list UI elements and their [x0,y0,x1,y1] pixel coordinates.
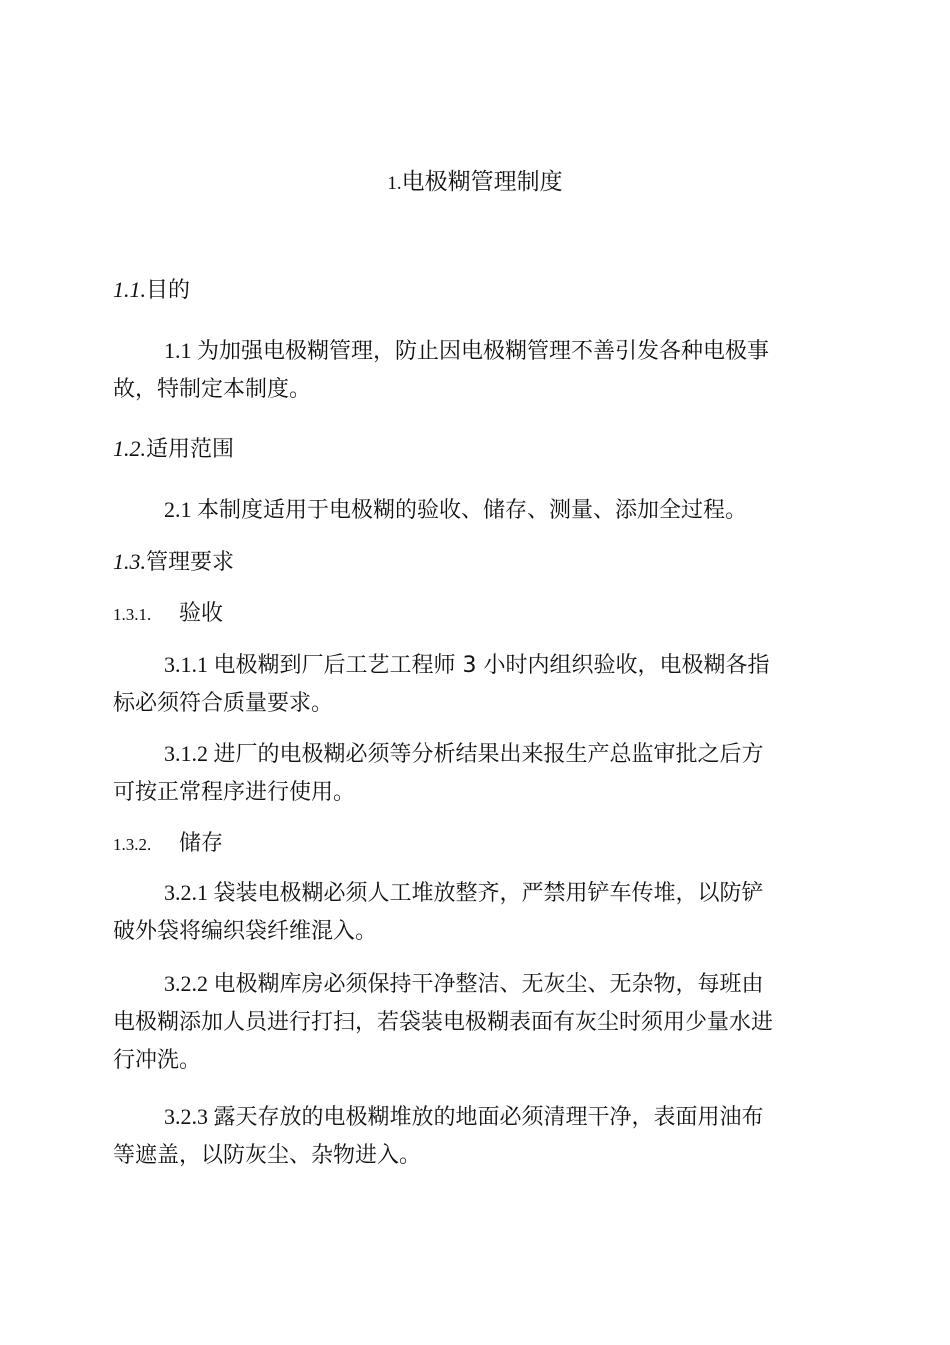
paragraph-number: 2.1 [164,497,197,522]
paragraph-1-1 [113,332,853,409]
paragraph-text: 电极糊到厂后工艺工程师 3 小时内组织验收，电极糊各指 [213,653,770,678]
paragraph-text: 本制度适用于电极糊的验收、储存、测量、添加全过程。 [197,498,748,523]
paragraph-number: 1.1 [164,338,197,363]
section-heading-scope [113,433,234,466]
paragraph-text: 电极糊库房必须保持干净整洁、无灰尘、无杂物，每班由 [213,972,764,997]
paragraph-3-2-1 [113,874,853,951]
paragraph-2-1 [113,491,853,530]
section-number: 1.2. [113,436,146,461]
section-title: 目的 [146,278,191,303]
title-text: 电极糊管理制度 [401,169,563,195]
paragraph-number: 3.2.3 [164,1104,214,1129]
paragraph-text: 电极糊添加人员进行打扫，若袋装电极糊表面有灰尘时须用少量水进 [113,1010,774,1035]
subsection-title: 储存 [179,831,224,856]
paragraph-text: 破外袋将编织袋纤维混入。 [113,919,378,944]
paragraph-text: 袋装电极糊必须人工堆放整齐，严禁用铲车传堆，以防铲 [213,881,764,906]
paragraph-3-1-1 [113,646,853,723]
paragraph-text: 行冲洗。 [113,1048,202,1073]
paragraph-3-2-2 [113,965,853,1080]
subsection-heading-storage [113,828,223,861]
paragraph-3-2-3 [113,1098,853,1175]
paragraph-text: 为加强电极糊管理，防止因电极糊管理不善引发各种电极事 [197,339,770,364]
section-title: 管理要求 [146,550,235,575]
section-number: 1.3. [113,549,146,574]
paragraph-number: 3.1.1 [164,652,214,677]
subsection-number: 1.3.2. [113,835,152,854]
paragraph-text: 进厂的电极糊必须等分析结果出来报生产总监审批之后方 [213,742,764,767]
paragraph-text: 露天存放的电极糊堆放的地面必须清理干净，表面用油布 [213,1105,764,1130]
paragraph-text: 等遮盖，以防灰尘、杂物进入。 [113,1143,422,1168]
subsection-number: 1.3.1. [113,605,152,624]
subsection-heading-acceptance [113,598,223,631]
paragraph-number: 3.1.2 [164,741,214,766]
document-title [0,166,950,200]
paragraph-text: 标必须符合质量要求。 [113,691,334,716]
paragraph-number: 3.2.1 [164,880,214,905]
title-number: 1. [387,173,402,194]
paragraph-3-1-2 [113,735,853,812]
section-heading-purpose [113,274,190,307]
paragraph-text: 故，特制定本制度。 [113,377,312,402]
section-heading-requirements [113,546,234,579]
section-number: 1.1. [113,277,146,302]
paragraph-text: 可按正常程序进行使用。 [113,780,356,805]
section-title: 适用范围 [146,437,235,462]
paragraph-number: 3.2.2 [164,971,214,996]
subsection-title: 验收 [179,601,224,626]
